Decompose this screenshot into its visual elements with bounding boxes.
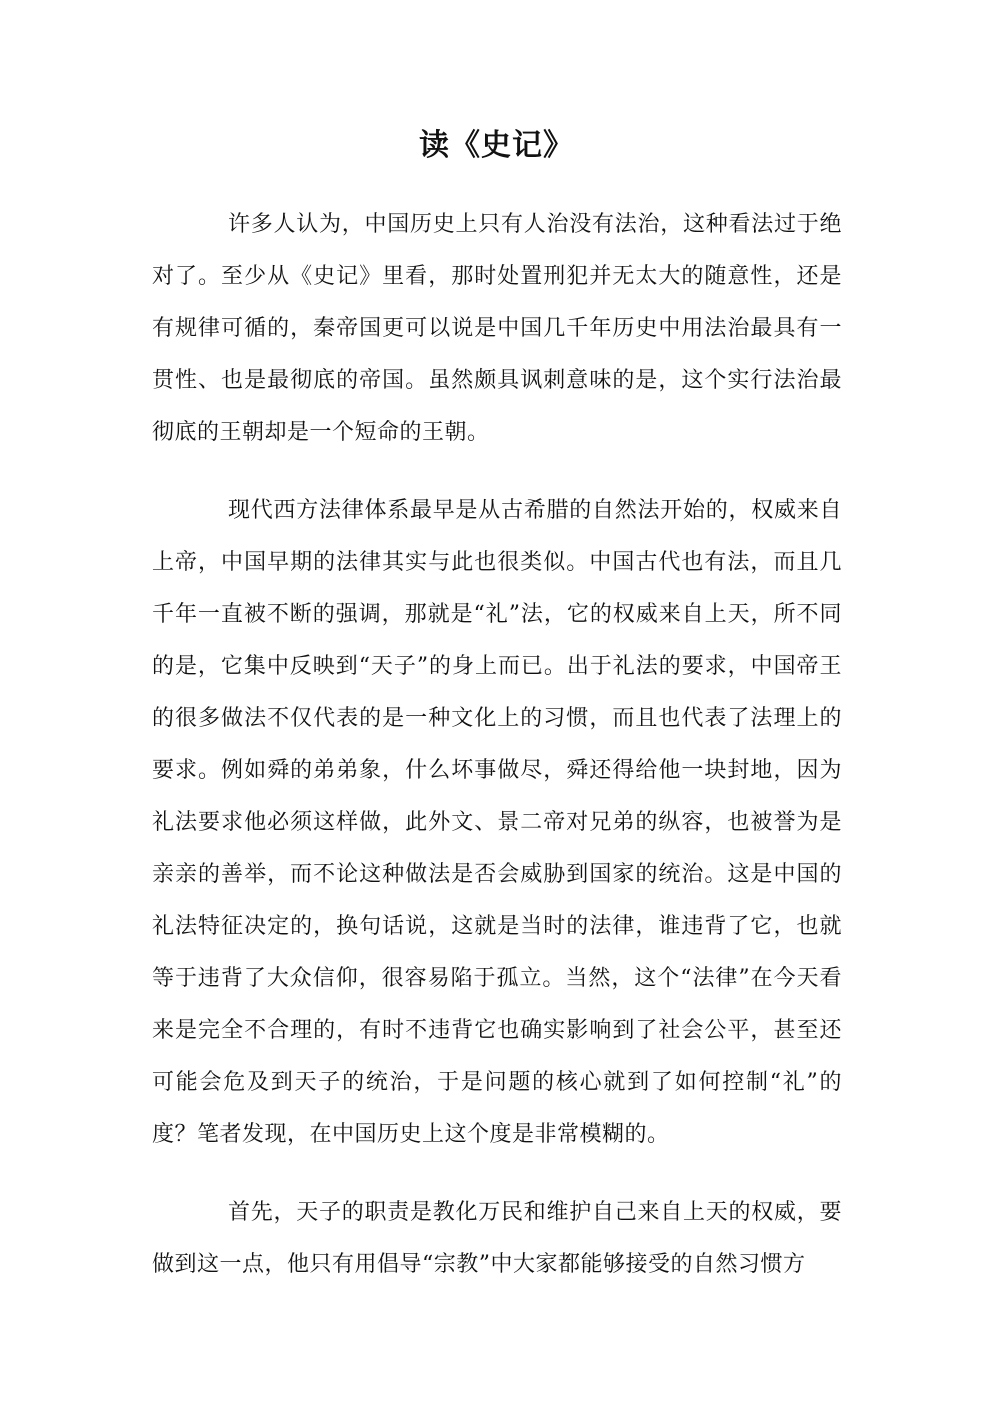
paragraph-2: 现代西方法律体系最早是从古希腊的自然法开始的，权威来自上帝，中国早期的法律其实与此也很类似。中国古代也有法，而且几千年一直被不断的强调，那就是“礼”法，它的权威来自上天，所不同的是，它集中反映到“天子”的身上而已。出于礼法的要求，中国帝王的很多做法不仅代表的是一种文化上的习惯，而且也代表了法理上的要求。例如舜的弟弟象，什么坏事做尽，舜还得给他一块封地，因为礼法要求他必须这样做，此外文、景二帝对兄弟的纵容，也被誉为是亲亲的善举，而不论这种做法是否会威胁到国家的统治。这是中国的礼法特征决定的，换句话说，这就是当时的法律，谁违背了它，也就等于违背了大众信仰，很容易陷于孤立。当然，这个“法律”在今天看来是完全不合理的，有时不违背它也确实影响到了社会公平，甚至还可能会危及到天子的统治，于是问题的核心就到了如何控制“礼”的度？笔者发现，在中国历史上这个度是非常模糊的。	[152, 498, 842, 1147]
paragraph-1: 许多人认为，中国历史上只有人治没有法治，这种看法过于绝对了。至少从《史记》里看，那时处置刑犯并无太大的随意性，还是有规律可循的，秦帝国更可以说是中国几千年历史中用法治最具有一贯性、也是最彻底的帝国。虽然颇具讽刺意味的是，这个实行法治最彻底的王朝却是一个短命的王朝。	[152, 212, 842, 445]
document-title: 读《史记》	[419, 128, 574, 163]
paragraph-3: 首先，天子的职责是教化万民和维护自己来自上天的权威，要做到这一点，他只有用倡导“宗教”中大家都能够接受的自然习惯方	[152, 1200, 842, 1277]
